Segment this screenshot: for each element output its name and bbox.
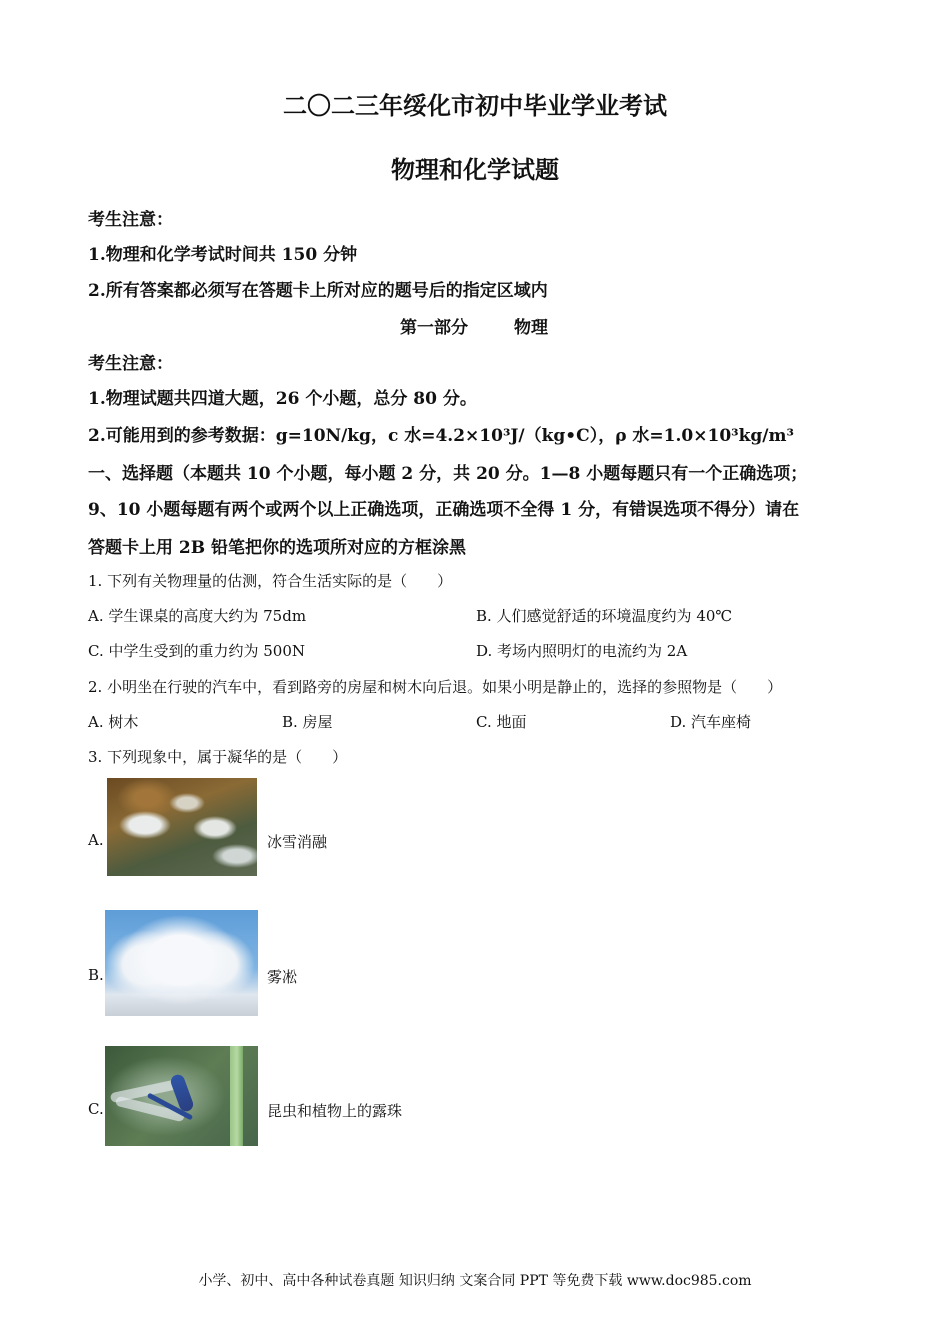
exam-subtitle: 物理和化学试题 [391, 155, 559, 184]
section-instructions: 一、选择题（本题共 10 个小题，每小题 2 分，共 20 分。1—8 小题每题只有一个正确选项； [88, 464, 808, 484]
option-c-text: 昆虫和植物上的露珠 [267, 1102, 403, 1120]
footer-text: 小学、初中、高中各种试卷真题 知识归纳 文案合同 PPT 等免费下载 www.doc985.com [198, 1273, 752, 1289]
part-label: 第一部分 [400, 318, 468, 338]
notice-line: 2.所有答案都必须写在答题卡上所对应的题号后的指定区域内 [88, 281, 548, 301]
option-b-letter: B. [88, 966, 104, 984]
option-a-letter: A. [88, 831, 104, 849]
option-d: D. 汽车座椅 [670, 713, 752, 731]
section-instructions: 答题卡上用 2B 铅笔把你的选项所对应的方框涂黑 [88, 538, 467, 558]
option-c: C. 中学生受到的重力约为 500N [88, 642, 306, 660]
option-d: D. 考场内照明灯的电流约为 2A [476, 642, 688, 660]
option-a: A. 树木 [88, 713, 139, 731]
option-a: A. 学生课桌的高度大约为 75dm [88, 607, 307, 625]
exam-title: 二〇二三年绥化市初中毕业学业考试 [283, 91, 667, 120]
option-c: C. 地面 [476, 713, 527, 731]
notice-line: 1.物理和化学考试时间共 150 分钟 [88, 245, 358, 265]
option-b-text: 雾凇 [267, 968, 298, 986]
notice-heading: 考生注意： [88, 354, 173, 374]
question-stem: 1. 下列有关物理量的估测，符合生活实际的是（ ） [88, 572, 453, 590]
dragonfly-dew-photo [105, 1046, 258, 1146]
melting-ice-photo [107, 778, 257, 876]
question-stem: 3. 下列现象中，属于凝华的是（ ） [88, 748, 348, 766]
rime-tree-photo [105, 910, 258, 1016]
section-instructions: 9、10 小题每题有两个或两个以上正确选项，正确选项不全得 1 分，有错误选项不得分）请在 [88, 500, 800, 520]
part-subject: 物理 [514, 318, 548, 338]
option-b: B. 人们感觉舒适的环境温度约为 40℃ [476, 607, 733, 625]
notice-line: 1.物理试题共四道大题，26 个小题，总分 80 分。 [88, 389, 477, 409]
option-c-letter: C. [88, 1100, 104, 1118]
notice-line: 2.可能用到的参考数据：g=10N/kg，c 水=4.2×10³J/（kg•C），ρ 水=1.0×10³kg/m³ [88, 426, 794, 446]
option-a-text: 冰雪消融 [267, 833, 328, 851]
notice-heading: 考生注意： [88, 210, 173, 230]
question-stem: 2. 小明坐在行驶的汽车中，看到路旁的房屋和树木向后退。如果小明是静止的，选择的参照物是（ ） [88, 678, 783, 696]
option-b: B. 房屋 [282, 713, 333, 731]
